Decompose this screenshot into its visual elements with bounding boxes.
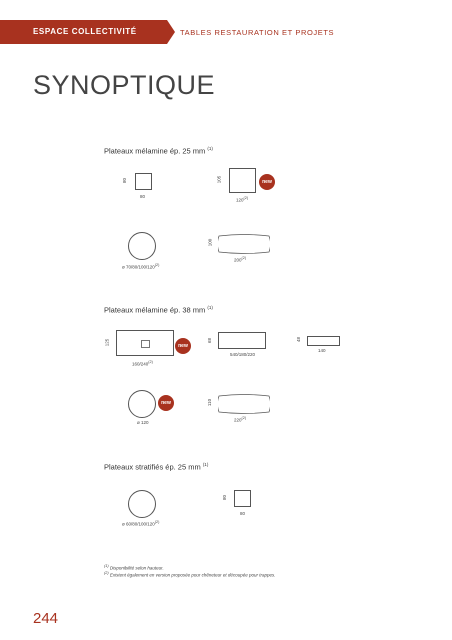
footnote-ref: (2): [104, 571, 109, 575]
section-ref: (1): [207, 146, 213, 151]
footnote-text: Existent également en version proposée pour chêneteur et découpée pour trappes.: [109, 572, 276, 578]
dim-width: [234, 416, 246, 423]
dim-ref: (2): [154, 263, 160, 267]
section-label: Plateaux mélamine ép. 38 mm: [104, 305, 206, 315]
new-badge: new: [158, 395, 174, 411]
thin-table-140: [307, 336, 340, 346]
dim-width: [236, 196, 248, 203]
dim-height: 110: [207, 398, 213, 407]
dim-height: 80: [222, 494, 228, 501]
dim-width: 80: [140, 194, 146, 199]
section-label: Plateaux stratifiés ép. 25 mm: [104, 462, 201, 472]
dim-height: 48: [296, 336, 302, 343]
dim-value: 200: [234, 257, 242, 263]
footnote-2: [104, 571, 275, 578]
dim-height: 68: [207, 337, 213, 344]
dim-value: 160/240: [132, 361, 149, 367]
header-subcategory: TABLES RESTAURATION ET PROJETS: [180, 28, 335, 37]
dim-diameter: [122, 520, 159, 527]
footnote-text: Disponibilité selon hauteur.: [109, 565, 164, 571]
dim-diameter: [122, 263, 159, 270]
long-table: [218, 332, 266, 349]
dim-ref: (2): [148, 360, 153, 364]
header-category: ESPACE COLLECTIVITÉ: [33, 27, 137, 36]
new-badge: new: [175, 338, 191, 354]
section-heading-melamine-38: [104, 305, 213, 315]
new-badge: new: [259, 174, 275, 190]
dim-width: [132, 360, 153, 367]
footnote-ref: (1): [104, 564, 109, 568]
dim-diameter: ø 120: [137, 420, 149, 425]
rect-table-160-240: [116, 330, 174, 356]
tonneau-table-220: [218, 394, 270, 414]
square-table-80: [135, 173, 152, 190]
rect-table-120: [229, 168, 256, 193]
round-table-120: [128, 390, 156, 418]
dim-width: [234, 256, 246, 263]
dim-ref: (2): [241, 416, 247, 420]
dim-height: 80: [122, 177, 128, 184]
page-number: 244: [33, 610, 59, 627]
dim-value: 120: [236, 197, 244, 203]
tonneau-table-200: [218, 234, 270, 254]
round-table: [128, 232, 156, 260]
dim-height: 100: [207, 238, 213, 247]
dim-height: 105: [216, 175, 222, 184]
dim-width: 80: [240, 511, 246, 516]
round-table: [128, 490, 156, 518]
footnote-1: [104, 564, 164, 571]
section-heading-melamine-25: [104, 146, 213, 156]
dim-width: 540/180/220: [230, 352, 256, 357]
page-title: SYNOPTIQUE: [33, 70, 216, 100]
dim-ref: (2): [243, 196, 249, 200]
square-table-80: [234, 490, 251, 507]
section-ref: (1): [202, 462, 209, 467]
dim-value: 220: [234, 417, 242, 423]
section-label: Plateaux mélamine ép. 25 mm: [104, 146, 206, 156]
dim-ref: (2): [241, 256, 247, 260]
dim-height: 125: [104, 338, 110, 347]
dim-ref: (2): [154, 520, 160, 524]
section-heading-stratifies-25: [104, 462, 208, 472]
section-ref: (1): [207, 305, 213, 310]
trap-cutout: [141, 340, 150, 348]
header-category-arrow: [167, 20, 175, 44]
dim-value: ø 70/80/100/120: [122, 264, 155, 270]
dim-value: ø 60/80/100/120: [122, 521, 155, 527]
dim-width: 140: [318, 348, 326, 353]
